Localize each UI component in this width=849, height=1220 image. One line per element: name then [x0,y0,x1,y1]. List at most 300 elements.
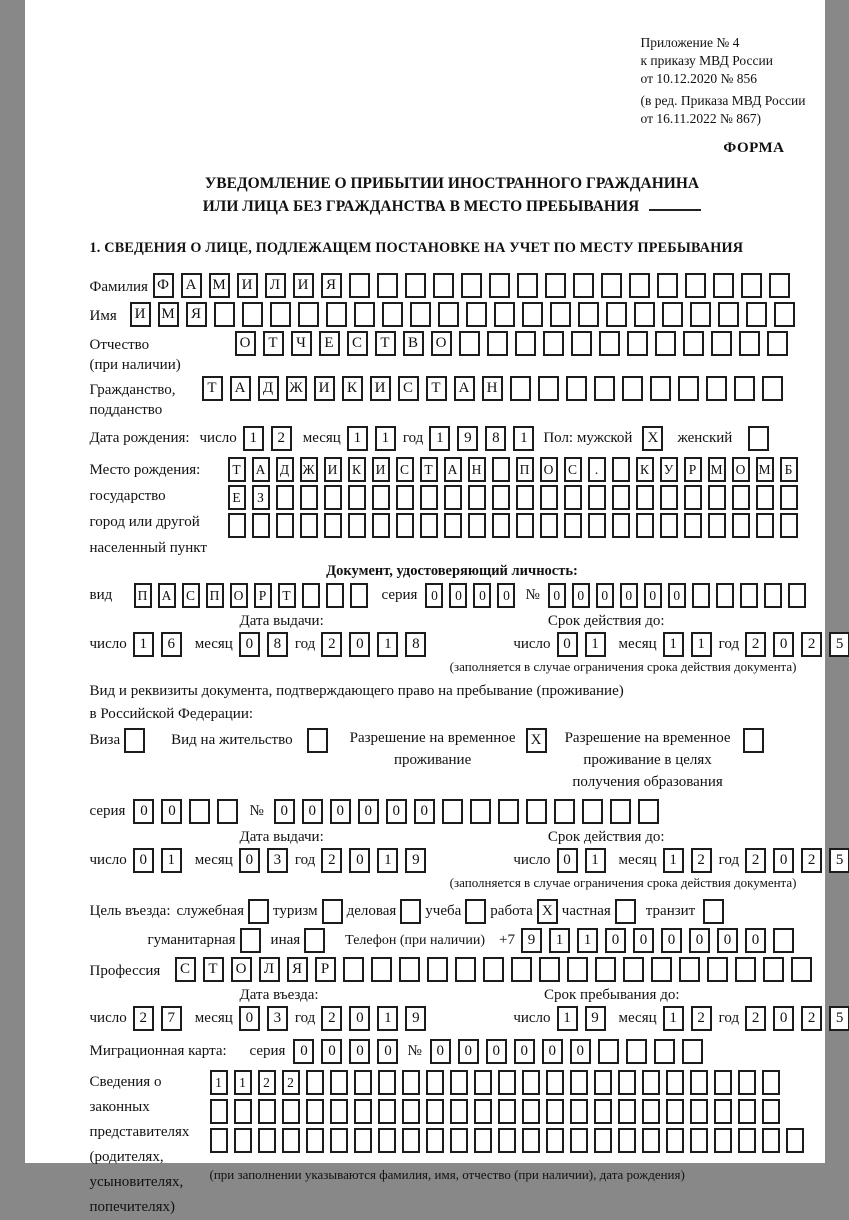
char-box[interactable]: 0 [773,1006,794,1031]
char-box[interactable] [330,1099,348,1124]
char-box[interactable]: 2 [282,1070,300,1095]
char-box[interactable]: П [206,583,224,608]
char-box[interactable] [252,513,270,538]
char-box[interactable] [350,583,368,608]
char-box[interactable]: С [175,957,196,982]
char-box[interactable] [739,331,760,356]
char-box[interactable]: Я [186,302,207,327]
char-box[interactable] [498,1099,516,1124]
char-box[interactable] [786,1128,804,1153]
char-box[interactable] [234,1128,252,1153]
char-box[interactable]: 5 [829,1006,849,1031]
char-box[interactable]: 0 [133,848,154,873]
char-box[interactable] [714,1099,732,1124]
char-box[interactable] [707,957,728,982]
char-box[interactable]: И [237,273,258,298]
char-box[interactable] [618,1099,636,1124]
sex-male-checkbox[interactable]: X [642,426,663,451]
char-box[interactable]: 2 [321,848,342,873]
char-box[interactable]: А [181,273,202,298]
char-box[interactable] [713,273,734,298]
char-box[interactable]: Т [375,331,396,356]
char-box[interactable] [402,1128,420,1153]
purpose-gumanitarnaya-checkbox[interactable] [240,928,261,953]
char-box[interactable]: 0 [497,583,515,608]
char-box[interactable]: 2 [691,1006,712,1031]
char-box[interactable] [270,302,291,327]
char-box[interactable] [324,513,342,538]
char-box[interactable] [683,331,704,356]
char-box[interactable]: 1 [577,928,598,953]
char-box[interactable] [738,1099,756,1124]
char-box[interactable]: Е [228,485,246,510]
char-box[interactable] [522,1099,540,1124]
char-box[interactable] [567,957,588,982]
char-box[interactable]: 0 [773,632,794,657]
char-box[interactable] [354,1099,372,1124]
char-box[interactable]: 2 [271,426,292,451]
char-box[interactable]: А [252,457,270,482]
char-box[interactable] [426,1128,444,1153]
char-box[interactable] [764,583,782,608]
char-box[interactable]: 2 [801,848,822,873]
char-box[interactable] [791,957,812,982]
char-box[interactable] [522,1070,540,1095]
char-box[interactable]: М [708,457,726,482]
char-box[interactable]: И [370,376,391,401]
char-box[interactable]: 2 [801,632,822,657]
char-box[interactable] [654,1039,675,1064]
char-box[interactable]: 1 [243,426,264,451]
char-box[interactable]: 1 [549,928,570,953]
char-box[interactable]: Я [321,273,342,298]
char-box[interactable] [788,583,806,608]
char-box[interactable]: Д [276,457,294,482]
char-box[interactable] [594,1070,612,1095]
char-box[interactable] [570,1099,588,1124]
char-box[interactable] [420,485,438,510]
char-box[interactable] [546,1099,564,1124]
char-box[interactable] [450,1070,468,1095]
char-box[interactable]: Р [684,457,702,482]
char-box[interactable] [690,1099,708,1124]
char-box[interactable]: 1 [513,426,534,451]
char-box[interactable]: 9 [457,426,478,451]
char-box[interactable] [545,273,566,298]
char-box[interactable] [564,485,582,510]
char-box[interactable]: 1 [557,1006,578,1031]
char-box[interactable] [302,583,320,608]
char-box[interactable]: Р [254,583,272,608]
char-box[interactable] [540,513,558,538]
char-box[interactable]: И [130,302,151,327]
char-box[interactable]: И [324,457,342,482]
char-box[interactable] [450,1128,468,1153]
char-box[interactable] [634,302,655,327]
char-box[interactable]: Я [287,957,308,982]
char-box[interactable] [666,1128,684,1153]
char-box[interactable] [489,273,510,298]
char-box[interactable]: 0 [668,583,686,608]
char-box[interactable] [466,302,487,327]
char-box[interactable] [540,485,558,510]
char-box[interactable]: 0 [473,583,491,608]
sex-female-checkbox[interactable] [748,426,769,451]
char-box[interactable]: 8 [267,632,288,657]
char-box[interactable] [735,957,756,982]
purpose-delovaya-checkbox[interactable] [400,899,421,924]
char-box[interactable] [343,957,364,982]
char-box[interactable]: Ч [291,331,312,356]
char-box[interactable]: 0 [414,799,435,824]
char-box[interactable]: 0 [557,848,578,873]
char-box[interactable] [326,302,347,327]
char-box[interactable] [666,1099,684,1124]
char-box[interactable]: 1 [585,848,606,873]
purpose-ucheba-checkbox[interactable] [465,899,486,924]
char-box[interactable] [377,273,398,298]
char-box[interactable]: 0 [486,1039,507,1064]
char-box[interactable] [660,513,678,538]
char-box[interactable] [546,1070,564,1095]
char-box[interactable] [474,1128,492,1153]
char-box[interactable]: 1 [663,848,684,873]
char-box[interactable] [573,273,594,298]
char-box[interactable] [402,1070,420,1095]
char-box[interactable]: 9 [521,928,542,953]
char-box[interactable] [626,1039,647,1064]
char-box[interactable]: Т [263,331,284,356]
char-box[interactable] [769,273,790,298]
char-box[interactable] [526,799,547,824]
char-box[interactable] [762,1099,780,1124]
char-box[interactable] [606,302,627,327]
char-box[interactable]: А [158,583,176,608]
residence-permit-checkbox[interactable] [307,728,328,753]
char-box[interactable] [282,1128,300,1153]
char-box[interactable] [511,957,532,982]
char-box[interactable] [468,485,486,510]
char-box[interactable]: Л [265,273,286,298]
char-box[interactable] [571,331,592,356]
char-box[interactable] [780,513,798,538]
char-box[interactable]: И [372,457,390,482]
char-box[interactable] [738,1128,756,1153]
char-box[interactable]: 9 [405,1006,426,1031]
char-box[interactable] [638,799,659,824]
char-box[interactable] [598,1039,619,1064]
char-box[interactable] [588,485,606,510]
purpose-tranzit-checkbox[interactable] [703,899,724,924]
char-box[interactable] [470,799,491,824]
char-box[interactable] [599,331,620,356]
char-box[interactable] [234,1099,252,1124]
char-box[interactable] [550,302,571,327]
char-box[interactable] [276,485,294,510]
char-box[interactable] [543,331,564,356]
char-box[interactable]: 3 [267,848,288,873]
char-box[interactable]: 1 [377,848,398,873]
char-box[interactable]: 0 [570,1039,591,1064]
purpose-sluzhebnaya-checkbox[interactable] [248,899,269,924]
char-box[interactable]: Т [202,376,223,401]
char-box[interactable] [595,957,616,982]
char-box[interactable] [372,513,390,538]
char-box[interactable]: 0 [302,799,323,824]
char-box[interactable] [612,457,630,482]
char-box[interactable]: 0 [717,928,738,953]
char-box[interactable]: 0 [293,1039,314,1064]
char-box[interactable] [642,1099,660,1124]
char-box[interactable] [685,273,706,298]
char-box[interactable] [442,799,463,824]
char-box[interactable]: 0 [349,1039,370,1064]
char-box[interactable]: 0 [133,799,154,824]
char-box[interactable] [438,302,459,327]
char-box[interactable]: 0 [239,1006,260,1031]
char-box[interactable]: 0 [161,799,182,824]
char-box[interactable]: 0 [773,848,794,873]
char-box[interactable] [690,302,711,327]
char-box[interactable] [679,957,700,982]
char-box[interactable]: Т [203,957,224,982]
char-box[interactable] [774,302,795,327]
char-box[interactable]: О [235,331,256,356]
char-box[interactable]: 1 [585,632,606,657]
char-box[interactable] [582,799,603,824]
char-box[interactable] [746,302,767,327]
char-box[interactable] [498,1128,516,1153]
visa-checkbox[interactable] [124,728,145,753]
char-box[interactable] [564,513,582,538]
char-box[interactable] [684,513,702,538]
char-box[interactable]: 9 [405,848,426,873]
char-box[interactable] [601,273,622,298]
char-box[interactable]: 2 [745,632,766,657]
char-box[interactable] [738,1070,756,1095]
char-box[interactable]: 1 [663,1006,684,1031]
char-box[interactable] [732,513,750,538]
char-box[interactable] [399,957,420,982]
char-box[interactable] [410,302,431,327]
char-box[interactable]: 1 [377,632,398,657]
char-box[interactable]: 1 [663,632,684,657]
char-box[interactable]: 8 [405,632,426,657]
char-box[interactable]: 0 [358,799,379,824]
char-box[interactable]: С [564,457,582,482]
char-box[interactable]: 0 [349,848,370,873]
char-box[interactable] [627,331,648,356]
char-box[interactable] [228,513,246,538]
char-box[interactable] [756,485,774,510]
char-box[interactable] [426,1099,444,1124]
char-box[interactable] [354,1070,372,1095]
char-box[interactable] [539,957,560,982]
char-box[interactable] [682,1039,703,1064]
char-box[interactable] [492,457,510,482]
char-box[interactable] [657,273,678,298]
char-box[interactable]: 0 [661,928,682,953]
char-box[interactable]: 0 [330,799,351,824]
char-box[interactable] [459,331,480,356]
char-box[interactable] [306,1128,324,1153]
char-box[interactable] [378,1070,396,1095]
char-box[interactable] [522,1128,540,1153]
char-box[interactable]: 0 [386,799,407,824]
char-box[interactable]: 0 [596,583,614,608]
char-box[interactable]: Ж [300,457,318,482]
purpose-inaya-checkbox[interactable] [304,928,325,953]
char-box[interactable] [433,273,454,298]
char-box[interactable] [324,485,342,510]
char-box[interactable]: 0 [430,1039,451,1064]
temp-permit-checkbox[interactable]: X [526,728,547,753]
char-box[interactable]: П [516,457,534,482]
char-box[interactable] [348,485,366,510]
char-box[interactable] [494,302,515,327]
char-box[interactable] [692,583,710,608]
char-box[interactable] [618,1128,636,1153]
char-box[interactable]: 0 [557,632,578,657]
char-box[interactable]: М [158,302,179,327]
char-box[interactable]: 2 [321,1006,342,1031]
char-box[interactable]: Е [319,331,340,356]
char-box[interactable]: 0 [542,1039,563,1064]
char-box[interactable]: 1 [377,1006,398,1031]
char-box[interactable]: О [230,583,248,608]
char-box[interactable] [498,1070,516,1095]
char-box[interactable] [300,513,318,538]
char-box[interactable] [655,331,676,356]
char-box[interactable]: А [454,376,475,401]
char-box[interactable]: 0 [377,1039,398,1064]
char-box[interactable] [650,376,671,401]
char-box[interactable]: У [660,457,678,482]
char-box[interactable] [718,302,739,327]
char-box[interactable] [622,376,643,401]
char-box[interactable]: 2 [691,848,712,873]
char-box[interactable]: К [342,376,363,401]
char-box[interactable] [298,302,319,327]
char-box[interactable] [522,302,543,327]
char-box[interactable] [578,302,599,327]
char-box[interactable] [610,799,631,824]
char-box[interactable] [455,957,476,982]
char-box[interactable]: 1 [691,632,712,657]
char-box[interactable]: Т [278,583,296,608]
char-box[interactable] [242,302,263,327]
char-box[interactable]: 0 [321,1039,342,1064]
char-box[interactable] [450,1099,468,1124]
char-box[interactable] [426,1070,444,1095]
char-box[interactable] [326,583,344,608]
char-box[interactable] [300,485,318,510]
char-box[interactable]: П [134,583,152,608]
char-box[interactable] [714,1128,732,1153]
char-box[interactable] [741,273,762,298]
char-box[interactable] [708,485,726,510]
char-box[interactable] [618,1070,636,1095]
char-box[interactable] [217,799,238,824]
char-box[interactable] [382,302,403,327]
char-box[interactable] [763,957,784,982]
char-box[interactable]: 0 [633,928,654,953]
char-box[interactable] [762,376,783,401]
char-box[interactable] [612,485,630,510]
char-box[interactable]: 1 [234,1070,252,1095]
char-box[interactable] [306,1099,324,1124]
char-box[interactable]: З [252,485,270,510]
char-box[interactable] [371,957,392,982]
char-box[interactable] [708,513,726,538]
char-box[interactable] [372,485,390,510]
char-box[interactable] [468,513,486,538]
char-box[interactable]: М [756,457,774,482]
char-box[interactable]: 5 [829,632,849,657]
char-box[interactable] [588,513,606,538]
char-box[interactable] [516,485,534,510]
char-box[interactable]: Д [258,376,279,401]
char-box[interactable] [210,1099,228,1124]
char-box[interactable]: И [314,376,335,401]
char-box[interactable]: 1 [347,426,368,451]
char-box[interactable]: 0 [572,583,590,608]
char-box[interactable]: 2 [258,1070,276,1095]
char-box[interactable]: 7 [161,1006,182,1031]
char-box[interactable] [492,485,510,510]
char-box[interactable] [516,513,534,538]
char-box[interactable] [546,1128,564,1153]
char-box[interactable]: 0 [605,928,626,953]
char-box[interactable] [690,1128,708,1153]
char-box[interactable] [378,1128,396,1153]
char-box[interactable]: 0 [239,848,260,873]
char-box[interactable]: 0 [349,1006,370,1031]
char-box[interactable] [214,302,235,327]
char-box[interactable]: 2 [745,848,766,873]
char-box[interactable] [594,1128,612,1153]
char-box[interactable]: 1 [429,426,450,451]
char-box[interactable] [554,799,575,824]
char-box[interactable]: 0 [620,583,638,608]
char-box[interactable] [594,1099,612,1124]
char-box[interactable] [444,513,462,538]
char-box[interactable] [420,513,438,538]
char-box[interactable] [348,513,366,538]
char-box[interactable]: Н [468,457,486,482]
char-box[interactable] [258,1128,276,1153]
char-box[interactable] [492,513,510,538]
char-box[interactable] [258,1099,276,1124]
char-box[interactable]: 1 [375,426,396,451]
char-box[interactable]: 0 [644,583,662,608]
char-box[interactable] [210,1128,228,1153]
char-box[interactable]: 1 [133,632,154,657]
char-box[interactable] [330,1128,348,1153]
char-box[interactable] [636,485,654,510]
char-box[interactable]: К [636,457,654,482]
char-box[interactable] [594,376,615,401]
char-box[interactable]: В [403,331,424,356]
char-box[interactable] [734,376,755,401]
char-box[interactable] [773,928,794,953]
char-box[interactable] [762,1070,780,1095]
char-box[interactable] [405,273,426,298]
char-box[interactable]: 0 [274,799,295,824]
char-box[interactable] [740,583,758,608]
char-box[interactable] [349,273,370,298]
char-box[interactable]: . [588,457,606,482]
